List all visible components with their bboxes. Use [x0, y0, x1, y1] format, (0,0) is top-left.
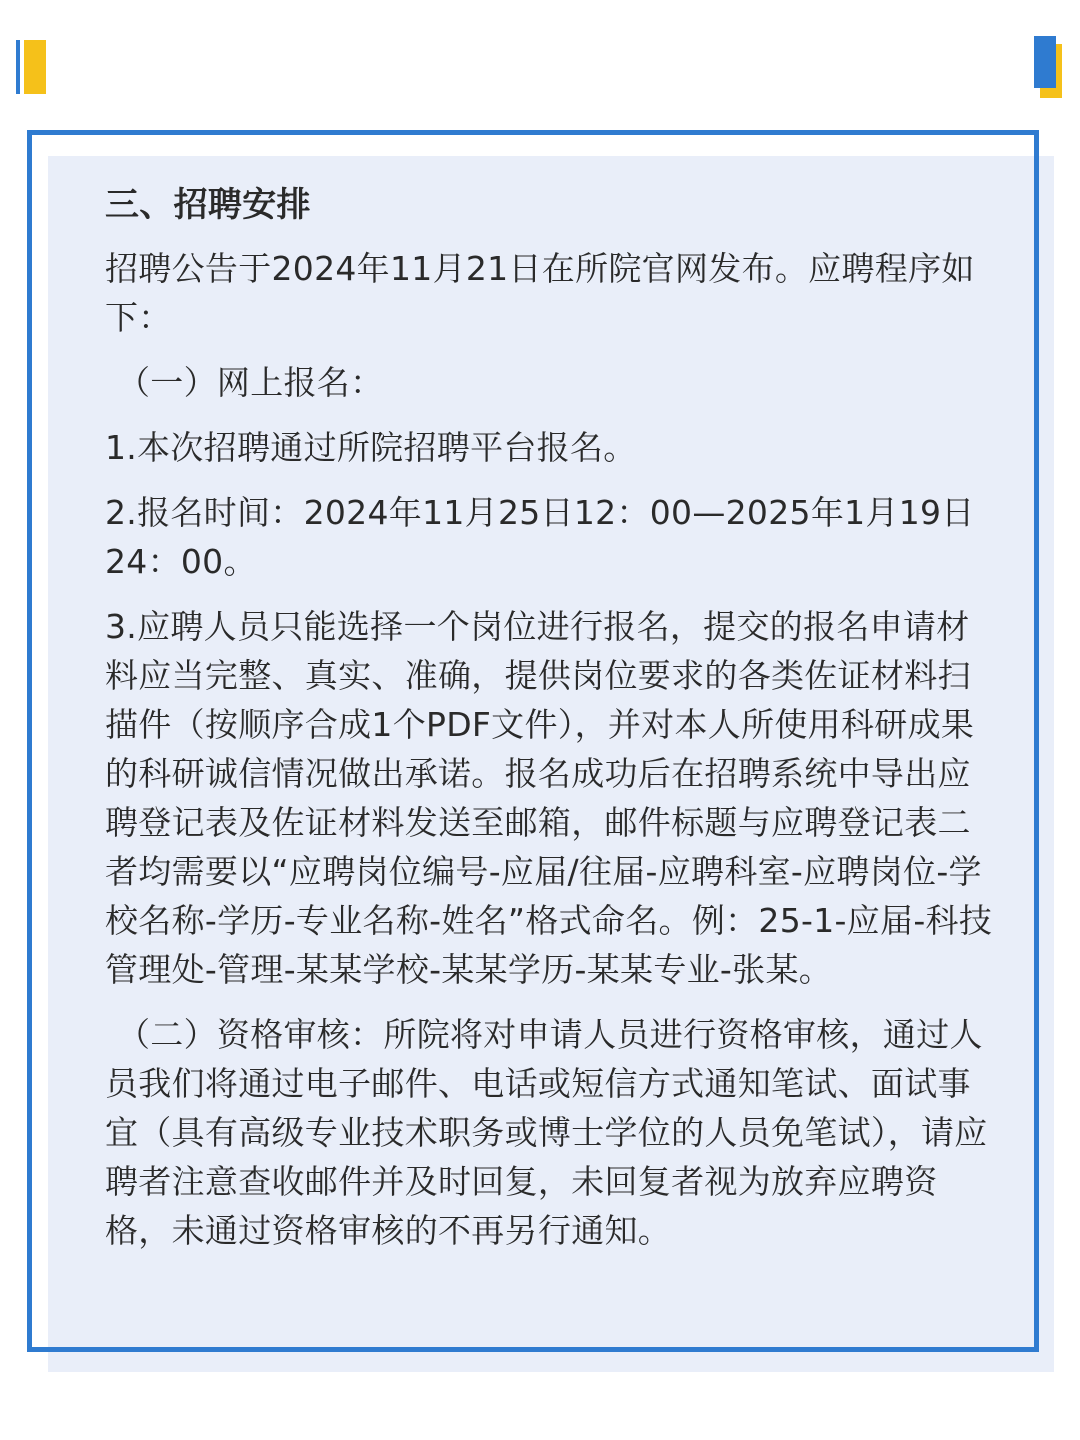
- intro-paragraph: 招聘公告于2024年11月21日在所院官网发布。应聘程序如下：: [105, 249, 975, 337]
- content-body: [105, 180, 995, 1255]
- section-heading: 三、招聘安排: [105, 185, 311, 225]
- part2-paragraph: （二）资格审核：所院将对申请人员进行资格审核，通过人员我们将通过电子邮件、电话或短信方式通知笔试、面试事宜（具有高级专业技术职务或博士学位的人员免笔试），请应聘者注意查收邮件并及时回复，未回复者视为放弃应聘资格，未通过资格审核的不再另行通知。: [105, 1015, 988, 1250]
- left-corner-bar-yellow: [24, 40, 46, 94]
- right-corner-bar-blue: [1034, 36, 1056, 88]
- part1-title: （一）网上报名：: [117, 363, 384, 402]
- item-3: 3.应聘人员只能选择一个岗位进行报名，提交的报名申请材料应当完整、真实、准确，提供岗位要求的各类佐证材料扫描件（按顺序合成1个PDF文件），并对本人所使用科研成果的科研诚信情况做出承诺。报名成功后在招聘系统中导出应聘登记表及佐证材料发送至邮箱，邮件标题与应聘登记表二者均需要以“应聘岗位编号-应届/往届-应聘科室-应聘岗位-学校名称-学历-专业名称-姓名”格式命名。例：25-1-应届-科技管理处-管理-某某学校-某某学历-某某专业-张某。: [105, 607, 993, 989]
- item-1: 1.本次招聘通过所院招聘平台报名。: [105, 428, 637, 467]
- item-2: 2.报名时间：2024年11月25日12：00—2025年1月19日24：00。: [105, 493, 975, 581]
- left-corner-bar-blue: [16, 40, 20, 94]
